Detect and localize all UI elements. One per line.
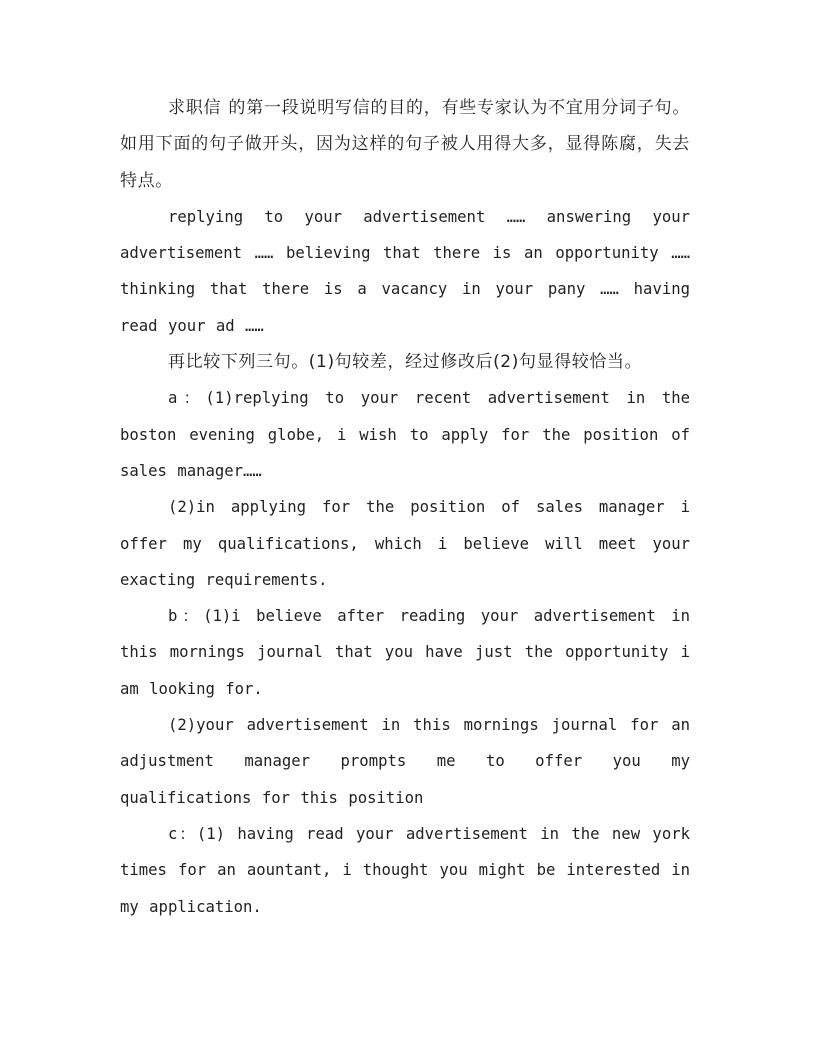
- paragraph-intro-text: 求职信 的第一段说明写信的目的，有些专家认为不宜用分词子句。如用下面的句子做开头，因为这样的句子被人用得大多，显得陈腐，失去特点。: [120, 98, 690, 191]
- paragraph-a1: [120, 380, 701, 489]
- paragraph-compare-text: 再比较下列三句。(1)句较差，经过修改后(2)句显得较恰当。: [168, 352, 643, 373]
- paragraph-b2: [120, 707, 701, 816]
- paragraph-a2: [120, 489, 701, 598]
- document-page: [120, 90, 701, 925]
- paragraph-c1: [120, 816, 701, 925]
- paragraph-example-phrases-text: replying to your advertisement …… answering your advertisement …… believing that there is an opportunity …… thinking that there is a vacancy in your pany …… having read your ad ……: [120, 207, 701, 335]
- paragraph-b2-text: (2)your advertisement in this mornings journal for an adjustment manager prompts me to offer you my qualifications for this position: [120, 716, 701, 807]
- paragraph-c1-text: c：(1) having read your advertisement in the new york times for an aountant, i thought you might be interested in my application.: [120, 824, 701, 916]
- paragraph-compare: [120, 344, 690, 380]
- paragraph-a1-text: a：(1)replying to your recent advertisement in the boston evening globe, i wish to apply for the position of sales manager……: [120, 389, 701, 480]
- paragraph-intro: [120, 90, 690, 199]
- paragraph-a2-text: (2)in applying for the position of sales manager i offer my qualifications, which i believe will meet your exacting requirements.: [120, 498, 701, 589]
- paragraph-b1: [120, 598, 701, 707]
- paragraph-b1-text: b：(1)i believe after reading your advertisement in this mornings journal that you have just the opportunity i am looking for.: [120, 607, 701, 698]
- paragraph-example-phrases: [120, 199, 701, 344]
